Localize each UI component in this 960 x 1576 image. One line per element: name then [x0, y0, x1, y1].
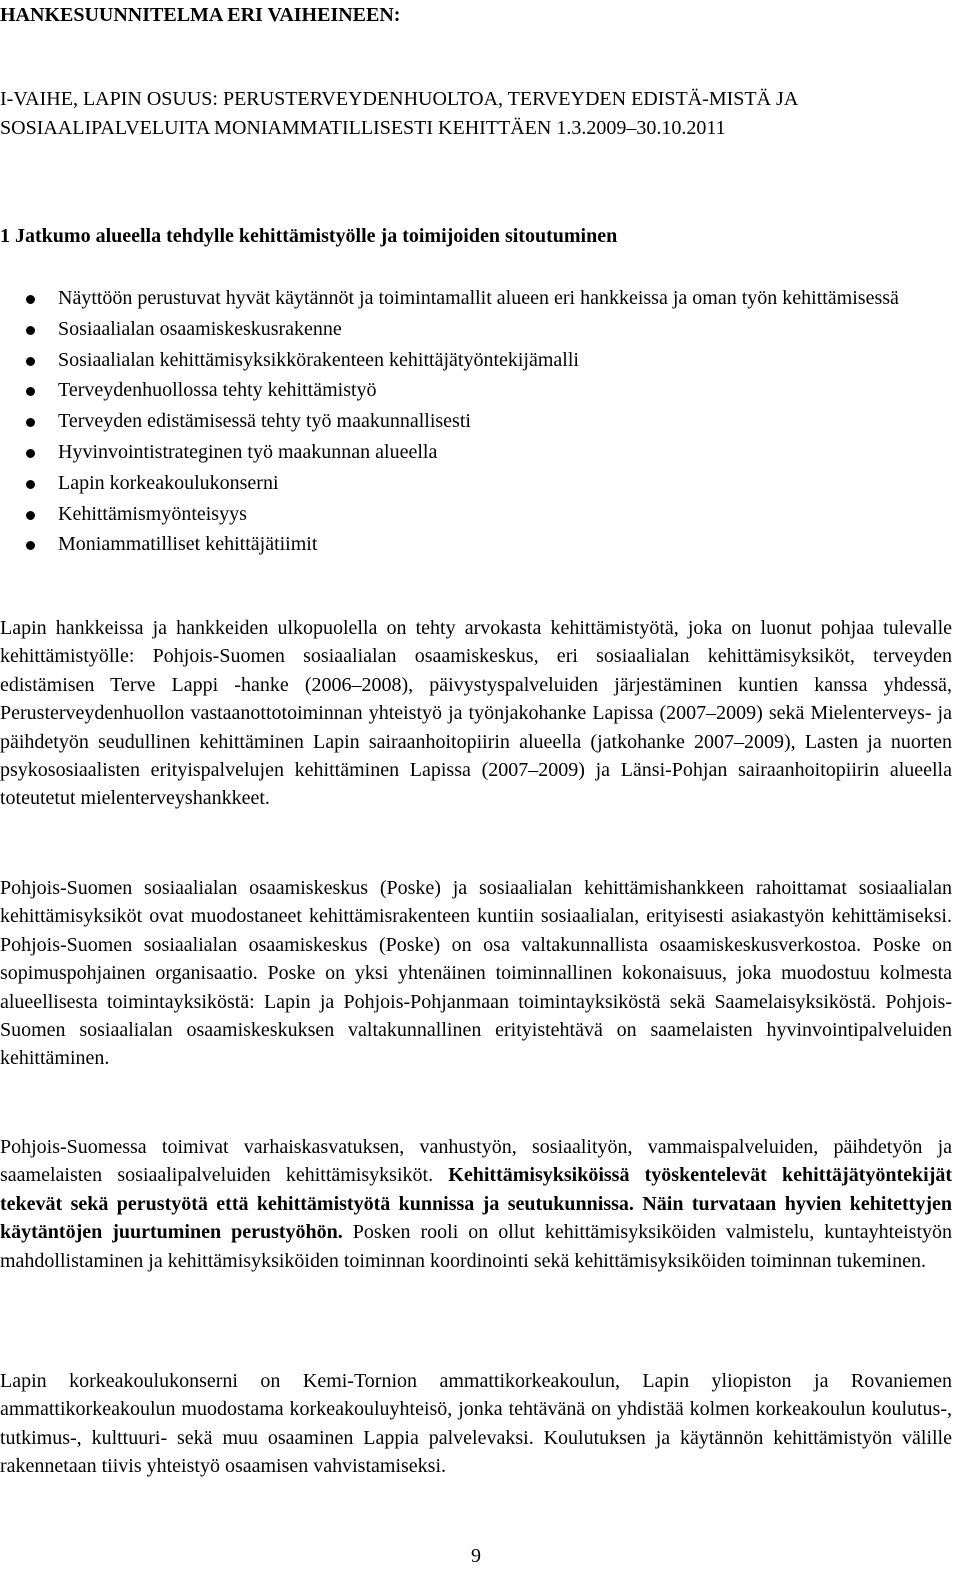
list-item	[0, 529, 952, 560]
list-item-text: Terveydenhuollossa tehty kehittämistyö	[58, 379, 377, 402]
paragraph-poske: Pohjois-Suomen sosiaalialan osaamiskeskus (Poske) ja sosiaalialan kehittämishankkeen rahoittamat sosiaalialan kehittämisyksiköt ovat muodostaneet kehittämisrakenteen kuntiin sosiaalialan, erityisesti asiakastyön kehittämiseksi. Pohjois-Suomen sosiaalialan osaamiskeskus (Poske) on osa valtakunnallista osaamiskeskusverkostoa. Poske on sopimuspohjainen organisaatio. Poske on yksi yhtenäinen toiminnallinen kokonaisuus, joka muodostuu kolmesta alueellisesta toimintayksiköstä: Lapin ja Pohjois-Pohjanmaan toimintayksiköstä sekä Saamelaisyksiköstä. Pohjois-Suomen sosiaalialan osaamiskeskuksen valtakunnallinen erityistehtävä on saamelaisten hyvinvointipalveluiden kehittäminen.	[0, 877, 952, 1070]
section-title: 1 Jatkumo alueella tehdylle kehittämistyölle ja toimijoiden sitoutuminen	[0, 225, 618, 247]
list-item	[0, 468, 952, 499]
list-item	[0, 499, 952, 530]
bullet-icon	[26, 387, 35, 396]
list-item-text: Näyttöön perustuvat hyvät käytännöt ja toimintamallit alueen eri hankkeissa ja oman työn kehittämisessä	[58, 287, 899, 309]
bullet-icon	[26, 418, 35, 427]
list-item	[0, 406, 952, 437]
paragraph-text: Posken rooli on ollut kehittämisyksiköiden valmistelu, kuntayhteistyön mahdollistaminen ja kehittämisyksiköiden toiminnan koordinointi sekä kehittämisyksiköiden toiminnan tukeminen.	[0, 1221, 953, 1272]
page-number: 9	[471, 1545, 481, 1567]
phase-title: I-VAIHE, LAPIN OSUUS: PERUSTERVEYDENHUOLTOA, TERVEYDEN EDISTÄ-MISTÄ JA SOSIAALIPALVELUITA MONIAMMATILLISESTI KEHITTÄEN 1.3.2009–30.10.2011	[0, 88, 798, 139]
list-item-text: Sosiaalialan kehittämisyksikkörakenteen kehittäjätyöntekijämalli	[58, 348, 579, 371]
bullet-icon	[26, 511, 35, 520]
paragraph-university-consortium: Lapin korkeakoulukonserni on Kemi-Tornion ammattikorkeakoulun, Lapin yliopiston ja Rovaniemen ammattikorkeakoulun muodostama korkeakouluyhteisö, jonka tehtävänä on yhdistää kolmen korkeakoulun koulutus-, tutkimus-, kulttuuri- sekä muu osaaminen Lappia palvelevaksi. Koulutuksen ja käytännön kehittämistyön välille rakennetaan tiivis yhteistyö osaamisen vahvistamiseksi.	[0, 1370, 952, 1478]
bullet-icon	[26, 449, 35, 458]
bullet-icon	[26, 326, 35, 335]
document-heading: HANKESUUNNITELMA ERI VAIHEINEEN:	[0, 4, 401, 26]
paragraph-development-work: Lapin hankkeissa ja hankkeiden ulkopuolella on tehty arvokasta kehittämistyötä, joka on luonut pohjaa tulevalle kehittämistyölle: Pohjois-Suomen sosiaalialan osaamiskeskus, eri sosiaalialan kehittämisyksiköt, terveyden edistämisen Terve Lappi -hanke (2006–2008), päivystyspalveluiden järjestäminen kuntien kanssa yhdessä, Perusterveydenhuollon vastaanottotoiminnan yhteistyö ja työnjakohanke Lapissa (2007–2009) sekä Mielenterveys- ja päihdetyön seudullinen kehittäminen Lapin sairaanhoitopiirin alueella (jatkohanke 2007–2009), Lasten ja nuorten psykososiaalisten erityispalvelujen kehittäminen Lapissa (2007–2009) ja Länsi-Pohjan sairaanhoitopiirin alueella toteutetut mielenterveyshankkeet.	[0, 617, 952, 810]
list-item	[0, 437, 952, 468]
list-item-text: Sosiaalialan osaamiskeskusrakenne	[58, 317, 342, 340]
bullet-icon	[26, 295, 35, 304]
list-item	[0, 375, 952, 406]
list-item-text: Terveyden edistämisessä tehty työ maakunnallisesti	[58, 410, 471, 433]
bullet-icon	[26, 541, 35, 550]
list-item-text: Hyvinvointistrateginen työ maakunnan alueella	[58, 440, 438, 463]
paragraph-development-units	[0, 1133, 952, 1275]
list-item	[0, 345, 952, 376]
list-item-text: Moniammatilliset kehittäjätiimit	[58, 533, 318, 556]
list-item-text: Lapin korkeakoulukonserni	[58, 471, 279, 494]
paragraph-bold-text: Kehittämisyksiköissä työskentelevät kehittäjätyöntekijät tekevät sekä perustyötä että kehittämistyötä kunnissa ja seutukunnissa. Näin turvataan hyvien kehitettyjen käytäntöjen juurtuminen perustyöhön.	[0, 1164, 953, 1244]
list-item	[0, 314, 952, 345]
paragraph-text: Pohjois-Suomessa toimivat varhaiskasvatuksen, vanhustyön, sosiaalityön, vammaispalveluiden, päihdetyön ja saamelaisten sosiaalipalveluiden kehittämisyksiköt.	[0, 1136, 952, 1187]
bullet-icon	[26, 480, 35, 489]
list-item-text: Kehittämismyönteisyys	[58, 502, 247, 525]
list-item	[0, 283, 952, 314]
bullet-icon	[26, 357, 35, 366]
bullet-list	[0, 283, 952, 560]
